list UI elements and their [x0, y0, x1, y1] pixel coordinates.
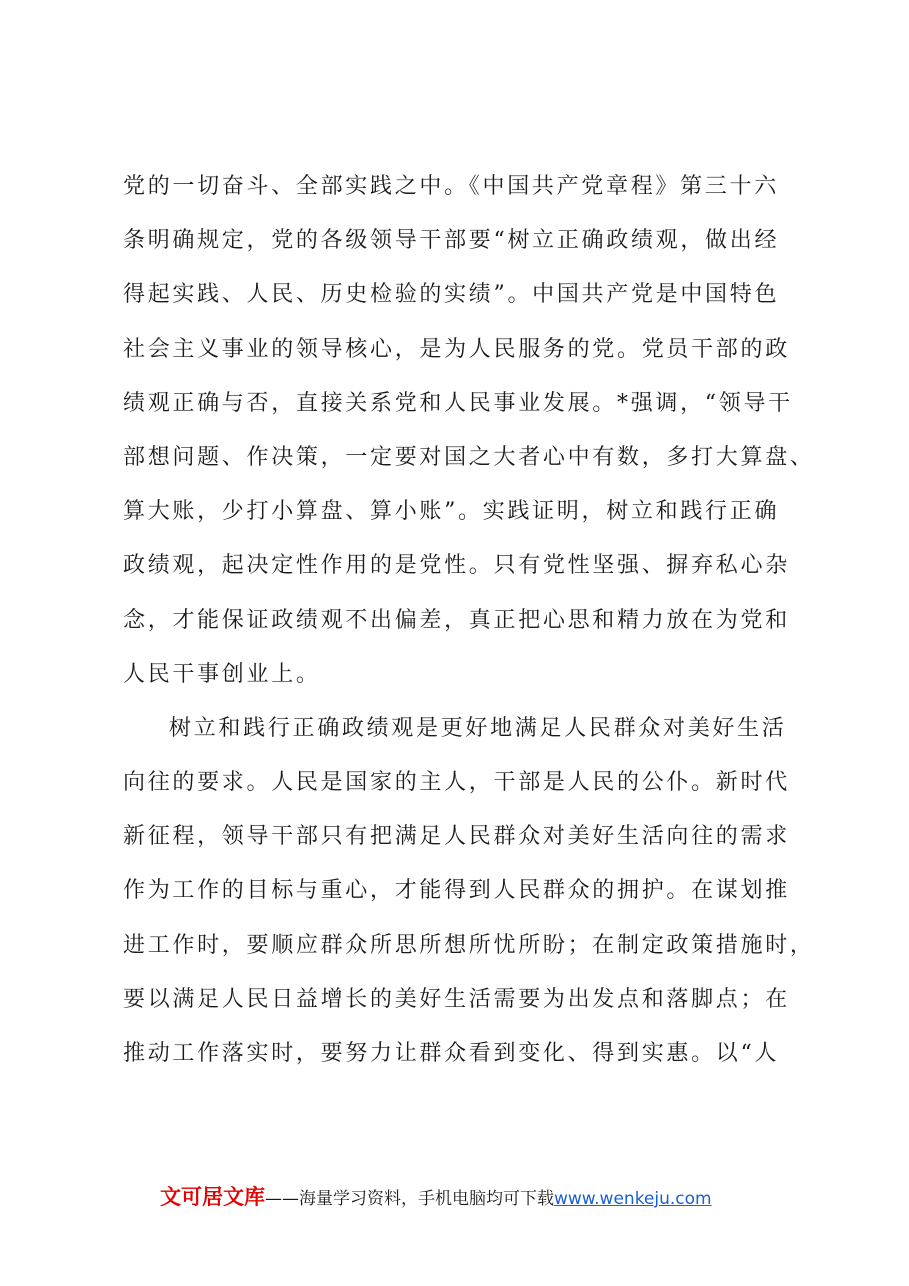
- footer-banner: [160, 1182, 712, 1212]
- text-line: 作为工作的目标与重心，才能得到人民群众的拥护。在谋划推: [123, 878, 790, 904]
- text-line: 人民干事创业上。: [123, 661, 321, 687]
- footer-tagline: ——海量学习资料，手机电脑均可下载: [265, 1189, 554, 1209]
- text-line: 进工作时，要顺应群众所思所想所忧所盼；在制定政策措施时，: [123, 932, 815, 958]
- text-line: 部想问题、作决策，一定要对国之大者心中有数，多打大算盘、: [123, 444, 815, 470]
- text-line: 念，才能保证政绩观不出偏差，真正把心思和精力放在为党和: [123, 607, 790, 633]
- paragraph-2: [123, 702, 815, 1081]
- text-line: 新征程，领导干部只有把满足人民群众对美好生活向往的需求: [123, 824, 790, 850]
- text-line: 得起实践、人民、历史检验的实绩”。中国共产党是中国特色: [123, 282, 780, 308]
- text-line: 条明确规定，党的各级领导干部要“树立正确政绩观，做出经: [123, 228, 780, 254]
- text-line: 推动工作落实时，要努力让群众看到变化、得到实惠。以“人: [123, 1041, 780, 1066]
- text-line: 党的一切奋斗、全部实践之中。《中国共产党章程》第三十六: [123, 174, 779, 199]
- text-line: 树立和践行正确政绩观是更好地满足人民群众对美好生活: [169, 715, 787, 741]
- document-body: [123, 160, 815, 1081]
- text-line: 政绩观，起决定性作用的是党性。只有党性坚强、摒弃私心杂: [123, 553, 790, 579]
- footer-brand: 文可居文库: [160, 1185, 265, 1209]
- text-line: 算大账，少打小算盘、算小账”。实践证明，树立和践行正确: [123, 499, 780, 525]
- text-line: 绩观正确与否，直接关系党和人民事业发展。*强调，“领导干: [123, 390, 793, 416]
- footer-site-link[interactable]: www.wenkeju.com: [554, 1189, 712, 1209]
- text-line: 要以满足人民日益增长的美好生活需要为出发点和落脚点；在: [123, 986, 790, 1012]
- paragraph-1: [123, 160, 815, 702]
- text-line: 社会主义事业的领导核心，是为人民服务的党。党员干部的政: [123, 336, 790, 362]
- text-line: 向往的要求。人民是国家的主人，干部是人民的公仆。新时代: [123, 770, 790, 796]
